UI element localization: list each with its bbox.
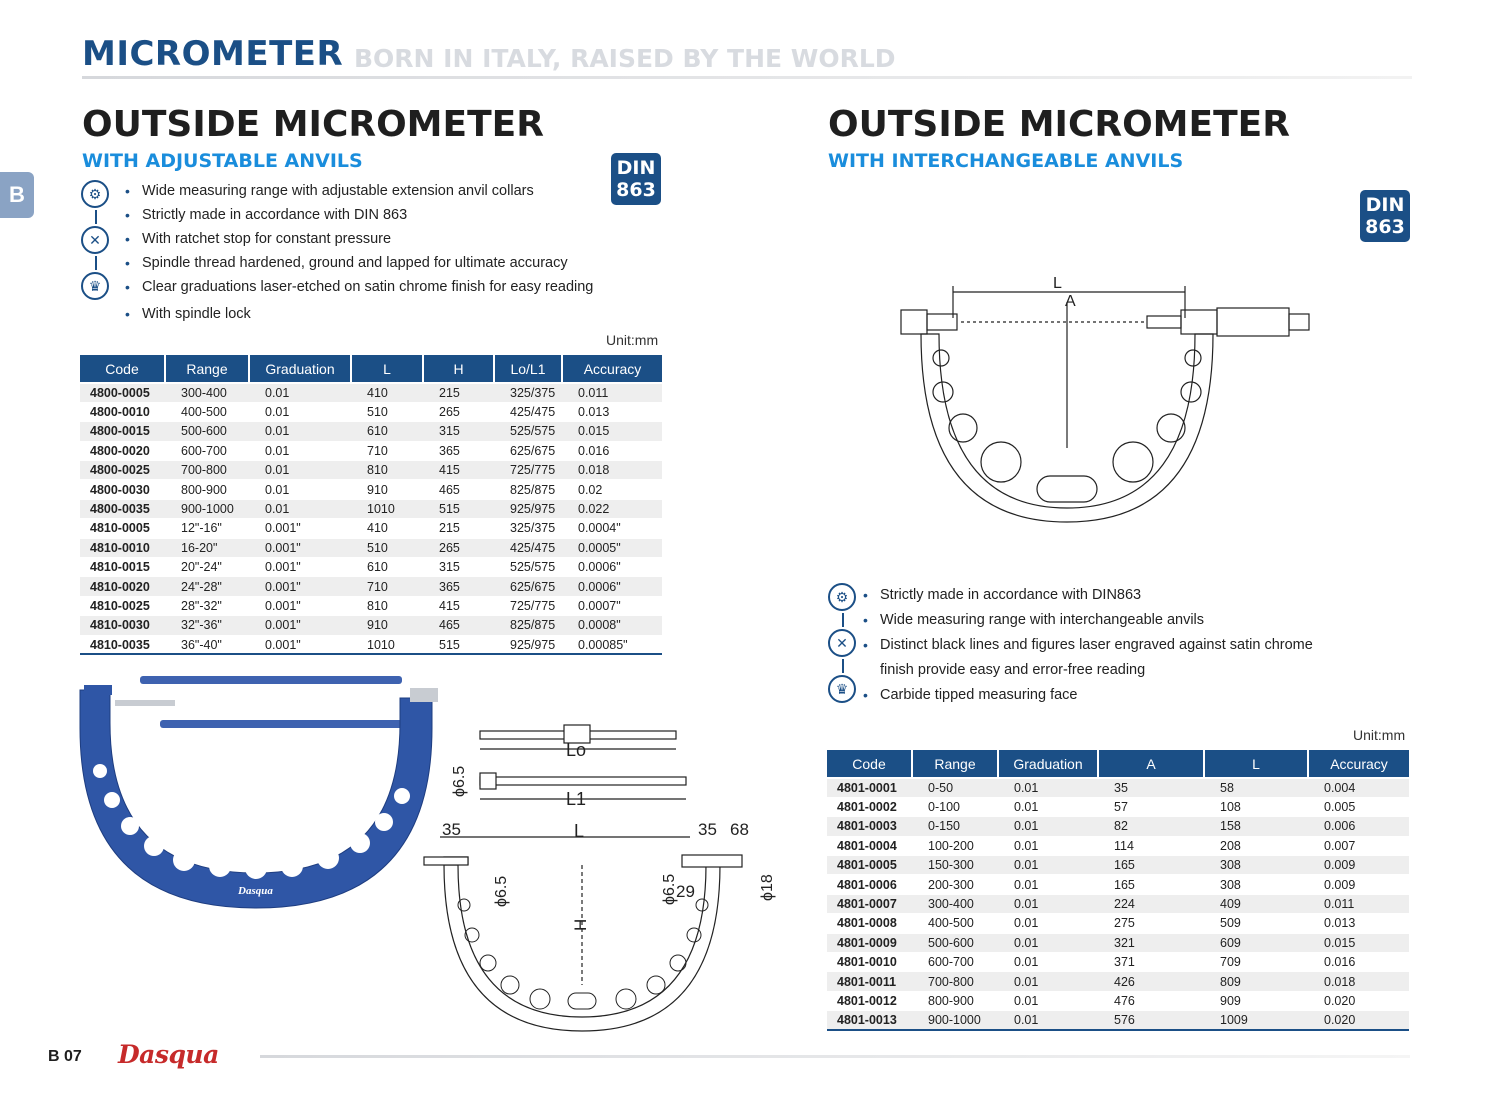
- column-header[interactable]: Graduation: [249, 355, 351, 383]
- feature-item: • Strictly made in accordance with DIN 863: [122, 203, 593, 227]
- table-cell: 114: [1098, 836, 1204, 855]
- table-cell: 0.01: [249, 402, 351, 421]
- table-cell: 600-700: [165, 441, 249, 460]
- table-cell: 400-500: [912, 914, 998, 933]
- table-row: [827, 778, 1409, 797]
- table-cell: 725/775: [494, 461, 562, 480]
- table-cell: 35: [1098, 778, 1204, 797]
- product-code-cell: 4801-0003: [827, 817, 912, 836]
- table-row: [80, 402, 662, 421]
- table-row: [827, 797, 1409, 816]
- table-cell: 0.0005": [562, 538, 662, 557]
- table-cell: 224: [1098, 894, 1204, 913]
- product-code-cell: 4801-0011: [827, 972, 912, 991]
- table-cell: 925/975: [494, 499, 562, 518]
- table-cell: 576: [1098, 1011, 1204, 1030]
- table-cell: 58: [1204, 778, 1308, 797]
- product-code-cell: 4801-0006: [827, 875, 912, 894]
- left-feature-list: [122, 179, 593, 326]
- product-code-cell: 4801-0004: [827, 836, 912, 855]
- table-cell: 0.01: [998, 894, 1098, 913]
- table-cell: 0.015: [562, 422, 662, 441]
- table-cell: 0.0008": [562, 616, 662, 635]
- right-section-title: OUTSIDE MICROMETER: [828, 104, 1290, 145]
- anvil-knob: [901, 310, 927, 334]
- table-cell: 0.005: [1308, 797, 1409, 816]
- table-cell: 1010: [351, 635, 423, 654]
- column-header[interactable]: Code: [827, 750, 912, 778]
- table-cell: 600-700: [912, 953, 998, 972]
- table-cell: 275: [1098, 914, 1204, 933]
- table-cell: 410: [351, 519, 423, 538]
- table-cell: 24"-28": [165, 577, 249, 596]
- table-row: [80, 596, 662, 615]
- table-cell: 100-200: [912, 836, 998, 855]
- column-header[interactable]: Accuracy: [562, 355, 662, 383]
- table-cell: 365: [423, 441, 494, 460]
- left-unit-label: Unit:mm: [606, 332, 659, 348]
- product-code-cell: 4801-0010: [827, 953, 912, 972]
- column-header[interactable]: A: [1098, 750, 1204, 778]
- table-cell: 515: [423, 635, 494, 654]
- product-code-cell: 4801-0012: [827, 991, 912, 1010]
- table-cell: 150-300: [912, 856, 998, 875]
- extension-rod-lower: [160, 720, 410, 728]
- table-cell: 12"-16": [165, 519, 249, 538]
- product-code-cell: 4810-0015: [80, 558, 165, 577]
- table-cell: 308: [1204, 856, 1308, 875]
- table-row: [827, 991, 1409, 1010]
- dim-35-left: 35: [442, 820, 461, 839]
- table-cell: 909: [1204, 991, 1308, 1010]
- table-cell: 0.0006": [562, 577, 662, 596]
- table-cell: 321: [1098, 933, 1204, 952]
- micrometer-head: [410, 688, 438, 702]
- table-cell: 158: [1204, 817, 1308, 836]
- a-label: A: [1065, 293, 1076, 310]
- table-cell: 900-1000: [912, 1011, 998, 1030]
- table-row: [80, 538, 662, 557]
- column-header[interactable]: Accuracy: [1308, 750, 1409, 778]
- table-cell: 0.01: [249, 383, 351, 402]
- product-code-cell: 4800-0005: [80, 383, 165, 402]
- feature-item: • Wide measuring range with interchangeable anvils: [860, 608, 1313, 632]
- feature-item: • With spindle lock: [122, 302, 593, 326]
- table-cell: 0.01: [998, 797, 1098, 816]
- table-cell: 365: [423, 577, 494, 596]
- feature-item: • Clear graduations laser-etched on satin chrome finish for easy reading: [122, 275, 593, 299]
- column-header[interactable]: Code: [80, 355, 165, 383]
- table-cell: 0.015: [1308, 933, 1409, 952]
- table-cell: 300-400: [912, 894, 998, 913]
- product-code-cell: 4810-0035: [80, 635, 165, 654]
- table-cell: 0.01: [998, 991, 1098, 1010]
- table-cell: 700-800: [165, 461, 249, 480]
- table-cell: 500-600: [912, 933, 998, 952]
- table-cell: 0.01: [249, 480, 351, 499]
- table-cell: 215: [423, 519, 494, 538]
- din-badge-label: DIN: [616, 157, 656, 179]
- lo-label: Lo: [566, 740, 587, 760]
- table-cell: 425/475: [494, 402, 562, 421]
- table-cell: 0.0004": [562, 519, 662, 538]
- table-cell: 510: [351, 402, 423, 421]
- divider-line: [842, 613, 844, 627]
- table-row: [80, 480, 662, 499]
- table-row: [80, 461, 662, 480]
- table-cell: 900-1000: [165, 499, 249, 518]
- right-feature-icons: [828, 583, 858, 703]
- table-cell: 825/875: [494, 480, 562, 499]
- table-cell: 509: [1204, 914, 1308, 933]
- din-badge-right: [1360, 190, 1410, 242]
- table-row: [827, 933, 1409, 952]
- table-cell: 0.007: [1308, 836, 1409, 855]
- table-cell: 515: [423, 499, 494, 518]
- table-cell: 0.01: [998, 778, 1098, 797]
- spindle-sleeve: [1181, 310, 1217, 334]
- right-unit-label: Unit:mm: [1353, 727, 1406, 743]
- section-tab[interactable]: B: [0, 172, 34, 218]
- column-header[interactable]: Range: [912, 750, 998, 778]
- table-cell: 415: [423, 461, 494, 480]
- interchangeable-micrometer-drawing: [895, 272, 1315, 532]
- table-cell: 410: [351, 383, 423, 402]
- table-row: [827, 856, 1409, 875]
- table-cell: 525/575: [494, 558, 562, 577]
- table-cell: 610: [351, 558, 423, 577]
- table-cell: 610: [351, 422, 423, 441]
- product-code-cell: 4800-0010: [80, 402, 165, 421]
- table-cell: 325/375: [494, 383, 562, 402]
- table-cell: 500-600: [165, 422, 249, 441]
- feature-item: • Strictly made in accordance with DIN863: [860, 583, 1313, 607]
- table-cell: 0.001": [249, 616, 351, 635]
- product-code-cell: 4801-0002: [827, 797, 912, 816]
- catalog-slogan: BORN IN ITALY, RAISED BY THE WORLD: [354, 44, 896, 73]
- table-cell: 1009: [1204, 1011, 1308, 1030]
- table-cell: 709: [1204, 953, 1308, 972]
- table-cell: 625/675: [494, 441, 562, 460]
- table-cell: 810: [351, 596, 423, 615]
- product-code-cell: 4801-0005: [827, 856, 912, 875]
- column-header[interactable]: L: [351, 355, 423, 383]
- table-row: [80, 519, 662, 538]
- table-cell: 36"-40": [165, 635, 249, 654]
- product-logo: Dasqua: [238, 885, 273, 897]
- feature-item: • Wide measuring range with adjustable extension anvil collars: [122, 179, 593, 203]
- table-cell: 0.01: [998, 914, 1098, 933]
- table-cell: 0.009: [1308, 856, 1409, 875]
- table-cell: 0.009: [1308, 875, 1409, 894]
- table-cell: 0.013: [1308, 914, 1409, 933]
- table-cell: 700-800: [912, 972, 998, 991]
- table-cell: 925/975: [494, 635, 562, 654]
- table-cell: 208: [1204, 836, 1308, 855]
- drawing-holes: [458, 899, 708, 1009]
- table-cell: 325/375: [494, 519, 562, 538]
- gear-icon: ⚙: [81, 180, 109, 208]
- din-badge-number: 863: [1365, 216, 1405, 238]
- table-row: [827, 914, 1409, 933]
- feature-item: • Carbide tipped measuring face: [860, 683, 1313, 707]
- product-code-cell: 4800-0035: [80, 499, 165, 518]
- table-cell: 0.01: [249, 422, 351, 441]
- table-cell: 800-900: [165, 480, 249, 499]
- dim-68: 68: [730, 820, 749, 839]
- table-cell: 710: [351, 577, 423, 596]
- table-row: [827, 1011, 1409, 1030]
- trophy-icon: ♛: [81, 272, 109, 300]
- table-row: [827, 972, 1409, 991]
- header-divider: [82, 76, 1412, 79]
- table-cell: 0.016: [562, 441, 662, 460]
- table-cell: 0.0007": [562, 596, 662, 615]
- table-cell: 315: [423, 558, 494, 577]
- table-cell: 0.01: [998, 953, 1098, 972]
- table-cell: 371: [1098, 953, 1204, 972]
- table-row: [80, 616, 662, 635]
- h-label: H: [571, 918, 590, 931]
- divider-line: [95, 256, 97, 270]
- table-row: [827, 875, 1409, 894]
- table-cell: 625/675: [494, 577, 562, 596]
- table-cell: 0.00085": [562, 635, 662, 654]
- table-cell: 300-400: [165, 383, 249, 402]
- table-cell: 0.001": [249, 635, 351, 654]
- table-cell: 0.02: [562, 480, 662, 499]
- tools-icon: ✕: [81, 226, 109, 254]
- product-code-cell: 4810-0025: [80, 596, 165, 615]
- product-code-cell: 4801-0007: [827, 894, 912, 913]
- table-row: [80, 441, 662, 460]
- table-cell: 0.01: [998, 972, 1098, 991]
- table-cell: 0.006: [1308, 817, 1409, 836]
- table-cell: 0.001": [249, 558, 351, 577]
- feature-item: • With ratchet stop for constant pressure: [122, 227, 593, 251]
- product-code-cell: 4810-0005: [80, 519, 165, 538]
- spindle-rod: [1147, 316, 1181, 328]
- table-cell: 910: [351, 480, 423, 499]
- feature-item: • Spindle thread hardened, ground and lapped for ultimate accuracy: [122, 251, 593, 275]
- product-code-cell: 4800-0015: [80, 422, 165, 441]
- table-cell: 0.001": [249, 519, 351, 538]
- table-cell: 825/875: [494, 616, 562, 635]
- right-section-subtitle: WITH INTERCHANGEABLE ANVILS: [828, 150, 1184, 172]
- left-feature-icons: [81, 180, 111, 300]
- table-cell: 465: [423, 616, 494, 635]
- thimble: [1217, 308, 1289, 336]
- product-code-cell: 4801-0008: [827, 914, 912, 933]
- product-code-cell: 4801-0009: [827, 933, 912, 952]
- table-row: [80, 635, 662, 654]
- table-cell: 525/575: [494, 422, 562, 441]
- table-row: [827, 836, 1409, 855]
- product-code-cell: 4810-0020: [80, 577, 165, 596]
- divider-line: [95, 210, 97, 224]
- table-cell: 415: [423, 596, 494, 615]
- l1-rod: [480, 777, 686, 785]
- table-cell: 725/775: [494, 596, 562, 615]
- product-code-cell: 4800-0025: [80, 461, 165, 480]
- table-cell: 0-100: [912, 797, 998, 816]
- spindle-drawing: [682, 855, 742, 867]
- adjustable-micrometer-drawing: [420, 715, 780, 1045]
- table-cell: 465: [423, 480, 494, 499]
- l1-label: L1: [566, 789, 587, 809]
- table-cell: 425/475: [494, 538, 562, 557]
- column-header[interactable]: Lo/L1: [494, 355, 562, 383]
- table-cell: 0.01: [249, 441, 351, 460]
- product-code-cell: 4801-0013: [827, 1011, 912, 1030]
- table-cell: 800-900: [912, 991, 998, 1010]
- anvil-rod-drawing: [424, 857, 468, 865]
- table-cell: 0.01: [998, 817, 1098, 836]
- table-cell: 810: [351, 461, 423, 480]
- anvil-holder: [84, 685, 112, 695]
- right-feature-list: [860, 583, 1313, 707]
- product-code-cell: 4800-0030: [80, 480, 165, 499]
- table-cell: 0.004: [1308, 778, 1409, 797]
- table-cell: 0.01: [249, 461, 351, 480]
- table-cell: 0-50: [912, 778, 998, 797]
- table-cell: 0-150: [912, 817, 998, 836]
- table-cell: 0.001": [249, 596, 351, 615]
- table-cell: 510: [351, 538, 423, 557]
- divider-line: [842, 659, 844, 673]
- phi-label-c: ϕ6.5: [661, 873, 678, 905]
- product-code-cell: 4810-0030: [80, 616, 165, 635]
- table-cell: 28"-32": [165, 596, 249, 615]
- product-code-cell: 4801-0001: [827, 778, 912, 797]
- table-cell: 0.018: [562, 461, 662, 480]
- table-cell: 476: [1098, 991, 1204, 1010]
- table-cell: 0.01: [249, 499, 351, 518]
- right-spec-table: [827, 750, 1409, 1031]
- table-cell: 809: [1204, 972, 1308, 991]
- tools-icon: ✕: [828, 629, 856, 657]
- phi-label-b: ϕ6.5: [493, 875, 510, 907]
- table-cell: 609: [1204, 933, 1308, 952]
- trophy-icon: ♛: [828, 675, 856, 703]
- l-label: L: [1053, 275, 1062, 292]
- table-cell: 0.011: [1308, 894, 1409, 913]
- table-cell: 0.011: [562, 383, 662, 402]
- table-row: [80, 558, 662, 577]
- dim-29: 29: [676, 882, 695, 901]
- l-label: L: [574, 821, 585, 841]
- table-cell: 315: [423, 422, 494, 441]
- product-code-cell: 4810-0010: [80, 538, 165, 557]
- table-cell: 710: [351, 441, 423, 460]
- column-header[interactable]: H: [423, 355, 494, 383]
- product-code-cell: 4800-0020: [80, 441, 165, 460]
- table-cell: 426: [1098, 972, 1204, 991]
- table-cell: 0.018: [1308, 972, 1409, 991]
- anvil-rod: [115, 700, 175, 706]
- table-cell: 910: [351, 616, 423, 635]
- feature-item: • Distinct black lines and figures laser engraved against satin chrome: [860, 633, 1313, 657]
- table-cell: 0.022: [562, 499, 662, 518]
- table-cell: 400-500: [165, 402, 249, 421]
- table-cell: 200-300: [912, 875, 998, 894]
- table-cell: 0.001": [249, 577, 351, 596]
- table-row: [827, 953, 1409, 972]
- table-cell: 108: [1204, 797, 1308, 816]
- table-row: [827, 817, 1409, 836]
- extension-rod-upper: [140, 676, 402, 684]
- table-cell: 0.01: [998, 933, 1098, 952]
- brand-logo: Dasqua: [118, 1040, 219, 1069]
- feature-item-continued: finish provide easy and error-free reading: [880, 662, 1146, 678]
- din-badge-label: DIN: [1365, 194, 1405, 216]
- gear-icon: ⚙: [828, 583, 856, 611]
- table-cell: 0.01: [998, 875, 1098, 894]
- table-row: [80, 383, 662, 402]
- table-header-row: [80, 355, 662, 383]
- din-badge-left: [611, 153, 661, 205]
- table-cell: 0.01: [998, 1011, 1098, 1030]
- table-row: [80, 422, 662, 441]
- table-cell: 82: [1098, 817, 1204, 836]
- column-header[interactable]: L: [1204, 750, 1308, 778]
- left-section-subtitle: WITH ADJUSTABLE ANVILS: [82, 150, 363, 172]
- din-badge-number: 863: [616, 179, 656, 201]
- table-cell: 20"-24": [165, 558, 249, 577]
- table-cell: 308: [1204, 875, 1308, 894]
- table-cell: 32"-36": [165, 616, 249, 635]
- table-cell: 265: [423, 402, 494, 421]
- ratchet: [1289, 314, 1309, 330]
- table-cell: 0.0006": [562, 558, 662, 577]
- table-cell: 0.001": [249, 538, 351, 557]
- table-row: [827, 894, 1409, 913]
- table-cell: 0.020: [1308, 991, 1409, 1010]
- phi-label-a: ϕ6.5: [451, 765, 468, 797]
- adjustable-micrometer-photo: [70, 668, 440, 918]
- table-row: [80, 577, 662, 596]
- table-cell: 0.020: [1308, 1011, 1409, 1030]
- table-cell: 0.013: [562, 402, 662, 421]
- column-header[interactable]: Graduation: [998, 750, 1098, 778]
- table-cell: 215: [423, 383, 494, 402]
- table-header-row: [827, 750, 1409, 778]
- table-cell: 57: [1098, 797, 1204, 816]
- left-spec-table: [80, 355, 662, 655]
- table-cell: 409: [1204, 894, 1308, 913]
- table-cell: 0.01: [998, 856, 1098, 875]
- table-cell: 265: [423, 538, 494, 557]
- table-row: [80, 499, 662, 518]
- dim-35-right: 35: [698, 820, 717, 839]
- table-cell: 165: [1098, 875, 1204, 894]
- column-header[interactable]: Range: [165, 355, 249, 383]
- table-cell: 16-20": [165, 538, 249, 557]
- l1-collar: [480, 773, 496, 789]
- phi-label-d: ϕ18: [759, 874, 776, 901]
- table-cell: 1010: [351, 499, 423, 518]
- table-cell: 0.016: [1308, 953, 1409, 972]
- catalog-title: MICROMETER: [82, 34, 344, 74]
- table-cell: 165: [1098, 856, 1204, 875]
- page-number: B 07: [48, 1048, 82, 1065]
- footer-divider: [260, 1055, 1410, 1058]
- table-cell: 0.01: [998, 836, 1098, 855]
- left-section-title: OUTSIDE MICROMETER: [82, 104, 544, 145]
